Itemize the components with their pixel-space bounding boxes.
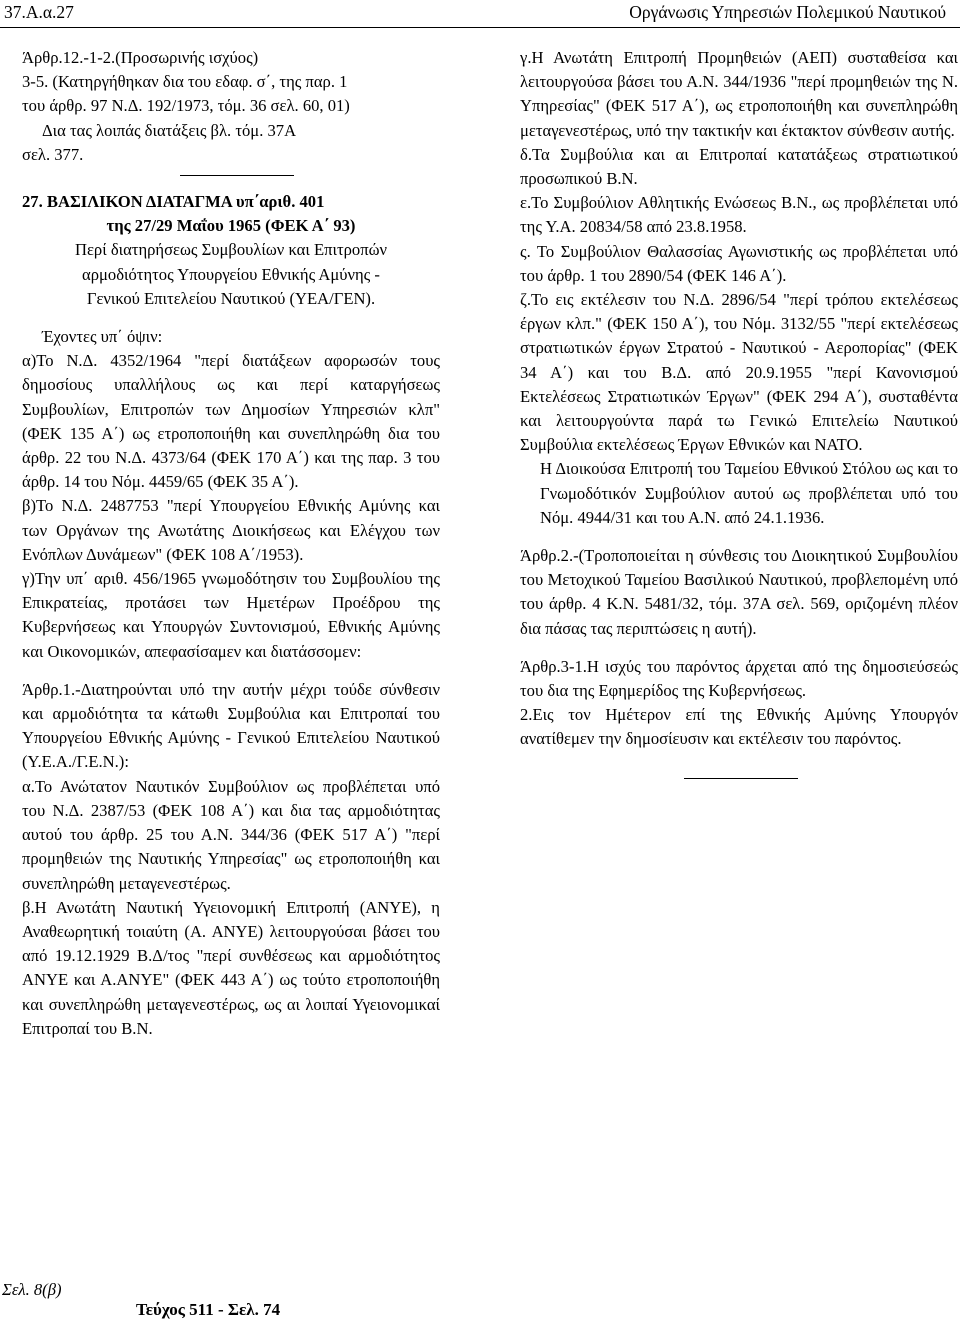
left-column bbox=[22, 46, 440, 1041]
running-header-code: 37.Α.α.27 bbox=[4, 2, 74, 22]
decree-title: 27. ΒΑΣΙΛΙΚΟΝ ΔΙΑΤΑΓΜΑ υπ΄αριθ. 401 bbox=[22, 192, 325, 212]
subject-line: αρμοδιότητος Υπουργείου Εθνικής Αμύνης - bbox=[82, 264, 380, 284]
paragraph: α.Το Ανώτατον Ναυτικόν Συμβούλιον ως προβλέπεται υπό του Ν.Δ. 2387/53 (ΦΕΚ 108 Α΄) και δια τας αρμοδιότητας αυτού του άρθρ. 25 του Α.Ν. 344/36 (ΦΕΚ 517 Α΄) "περί προμηθειών της Ναυτικής Υπηρεσίας" ως ετροποποιήθη και συνεπληρώθη μεταγενεστέρως. bbox=[22, 776, 440, 893]
note-line: του άρθρ. 97 Ν.Δ. 192/1973, τόμ. 36 σελ. 60, 01) bbox=[22, 96, 350, 116]
subject-line: Γενικού Επιτελείου Ναυτικού (ΥΕΑ/ΓΕΝ). bbox=[86, 288, 376, 308]
note-line: Δια τας λοιπάς διατάξεις βλ. τόμ. 37Α bbox=[42, 120, 297, 140]
paragraph: β)Το Ν.Δ. 2487753 "περί Υπουργείου Εθνικής Αμύνης και των Οργάνων της Ανωτάτης Διοικήσεως και Ελέγχου των Ενόπλων Δυνάμεων" (ΦΕΚ 108 Α΄/1953). bbox=[22, 496, 440, 564]
paragraph: γ)Την υπ΄ αριθ. 456/1965 γνωμοδότησιν του Συμβουλίου της Επικρατείας, προτάσει των Ημετέρων Προέδρου της Κυβερνήσεως και Υπουργών Συντονισμού, Εθνικής Αμύνης και Οικονομικών, απεφασίσαμεν και διατάσσομεν: bbox=[22, 569, 440, 661]
header-rule bbox=[0, 27, 960, 28]
note-line: σελ. 377. bbox=[22, 144, 84, 164]
article-3: Άρθρ.3-1.Η ισχύς του παρόντος άρχεται από της δημοσιεύσεώς του δια της Εφημερίδος της Κυβερνήσεως. bbox=[520, 656, 958, 701]
end-divider bbox=[684, 778, 798, 779]
paragraph: β.Η Ανωτάτη Ναυτική Υγειονομική Επιτροπή (ΑΝΥΕ), η Αναθεωρητική τοιαύτη (Α. ΑΝΥΕ) λειτουργούσαι βάσει του από 19.12.1929 Β.Δ/τος "περί συνθέσεως και αρμοδιότητος ΑΝΥΕ και Α.ΑΝΥΕ" (ΦΕΚ 443 Α΄) ως τούτο ετροποποιήθη και συνεπληρώθη μεταγενεστέρως, ως αι λοιπαί Υγειονομικαί Επιτροπαί του Β.Ν. bbox=[22, 897, 440, 1038]
paragraph: ζ.Το εις εκτέλεσιν του Ν.Δ. 2896/54 "περί τρόπου εκτελέσεως έργων κλπ." (ΦΕΚ 150 Α΄), του Νόμ. 3132/55 "περί εκτελέσεως στρατιωτικών έργων Στρατού - Ναυτικού - Αεροπορίας" (ΦΕΚ 34 Α΄) και του Β.Δ. από 20.9.1955 "περί Κανονισμού Εκτελέσεως Στρατιωτικών Έργων" (ΦΕΚ 294 Α΄), συσταθέντα και λειτουργούντα παρά τω Γενικώ Επιτελείω Ναυτικού Συμβούλια εκτελέσεως Έργων Εθνικών και ΝΑΤΟ. bbox=[520, 290, 958, 455]
paragraph: Η Διοικούσα Επιτροπή του Ταμείου Εθνικού Στόλου ως και το Γνωμοδότικόν Συμβούλιον αυτού ως προβλέπεται υπό του Νόμ. 4944/31 και του Α.Ν. από 24.1.1936. bbox=[540, 459, 958, 527]
paragraph: α)Το Ν.Δ. 4352/1964 "περί διατάξεων αφορωσών τους δημοσίους υπαλλήλους ως και περί καταργήσεως Συμβουλίων, Επιτροπών των Δημοσίων Υπηρεσιών κλπ" (ΦΕΚ 135 Α΄) ως ετροποποιήθη και συνεπληρώθη δια του άρθρ. 22 του Ν.Δ. 4373/64 (ΦΕΚ 170 Α΄) και της παρ. 3 του άρθρ. 14 του Νόμ. 4459/65 (ΦΕΚ 35 Α΄). bbox=[22, 351, 440, 492]
subject-line: Περί διατηρήσεως Συμβουλίων και Επιτροπών bbox=[74, 240, 388, 260]
paragraph: ε.Το Συμβούλιον Αθλητικής Ενώσεως Β.Ν., ως προβλέπεται υπό της Υ.Α. 20834/58 από 23.8.1958. bbox=[520, 193, 958, 237]
running-header-title: Οργάνωσις Υπηρεσιών Πολεμικού Ναυτικού bbox=[629, 2, 946, 22]
note-line: Άρθρ.12.-1-2.(Προσωρινής ισχύος) bbox=[22, 48, 259, 67]
note-line: 3-5. (Κατηργήθηκαν δια του εδαφ. σ΄, της παρ. 1 bbox=[22, 72, 348, 92]
article-1: Άρθρ.1.-Διατηρούνται υπό την αυτήν μέχρι τούδε σύνθεσιν και αρμοδιότητα τα κάτωθι Συμβούλια και Επιτροπαί του Υπουργείου Εθνικής Αμύνης - Γενικού Επιτελείου Ναυτικού (Υ.Ε.Α./Γ.Ε.Ν.): bbox=[22, 679, 440, 772]
footer-issue: Τεύχος 511 - Σελ. 74 bbox=[136, 1300, 281, 1319]
footer-section: Σελ. 8(β) bbox=[2, 1280, 62, 1299]
paragraph: δ.Τα Συμβούλια και αι Επιτροπαί κατατάξεως στρατιωτικού προσωπικού Β.Ν. bbox=[520, 144, 958, 189]
paragraph: 2.Εις τον Ημέτερον επί της Εθνικής Αμύνης Υπουργόν ανατίθεμεν την δημοσίευσιν και εκτέλεσιν του παρόντος. bbox=[520, 705, 958, 749]
article-2: Άρθρ.2.-(Τροποποιείται η σύνθεσις του Διοικητικού Συμβουλίου του Μετοχικού Ταμείου Βασιλικού Ναυτικού, προβλεπομένη υπό του άρθρ. 4 Κ.Ν. 5481/32, τόμ. 37Α σελ. 569, οριζομένη πλέον δια πάσας τας περιπτώσεις η αυτή). bbox=[520, 546, 958, 638]
paragraph: γ.Η Ανωτάτη Επιτροπή Προμηθειών (ΑΕΠ) συσταθείσα και λειτουργούσα βάσει του Α.Ν. 344/1936 "περί προμηθειών της Ν. Υπηρεσίας" (ΦΕΚ 517 Α΄), ως ετροποποιήθη και συνεπληρώθη μεταγενεστέρως, υπό την τακτικήν και έκτακτον σύνθεσιν αυτής. bbox=[520, 48, 958, 140]
considering-heading: Έχοντες υπ΄ όψιν: bbox=[42, 327, 163, 347]
paragraph: ς. Το Συμβούλιον Θαλασσίας Αγωνιστικής ως προβλέπεται υπό του άρθρ. 1 του 2890/54 (ΦΕΚ 146 Α΄). bbox=[520, 241, 958, 285]
decree-date: της 27/29 Μαΐου 1965 (ΦΕΚ Α΄ 93) bbox=[106, 216, 356, 236]
right-column bbox=[520, 46, 958, 779]
